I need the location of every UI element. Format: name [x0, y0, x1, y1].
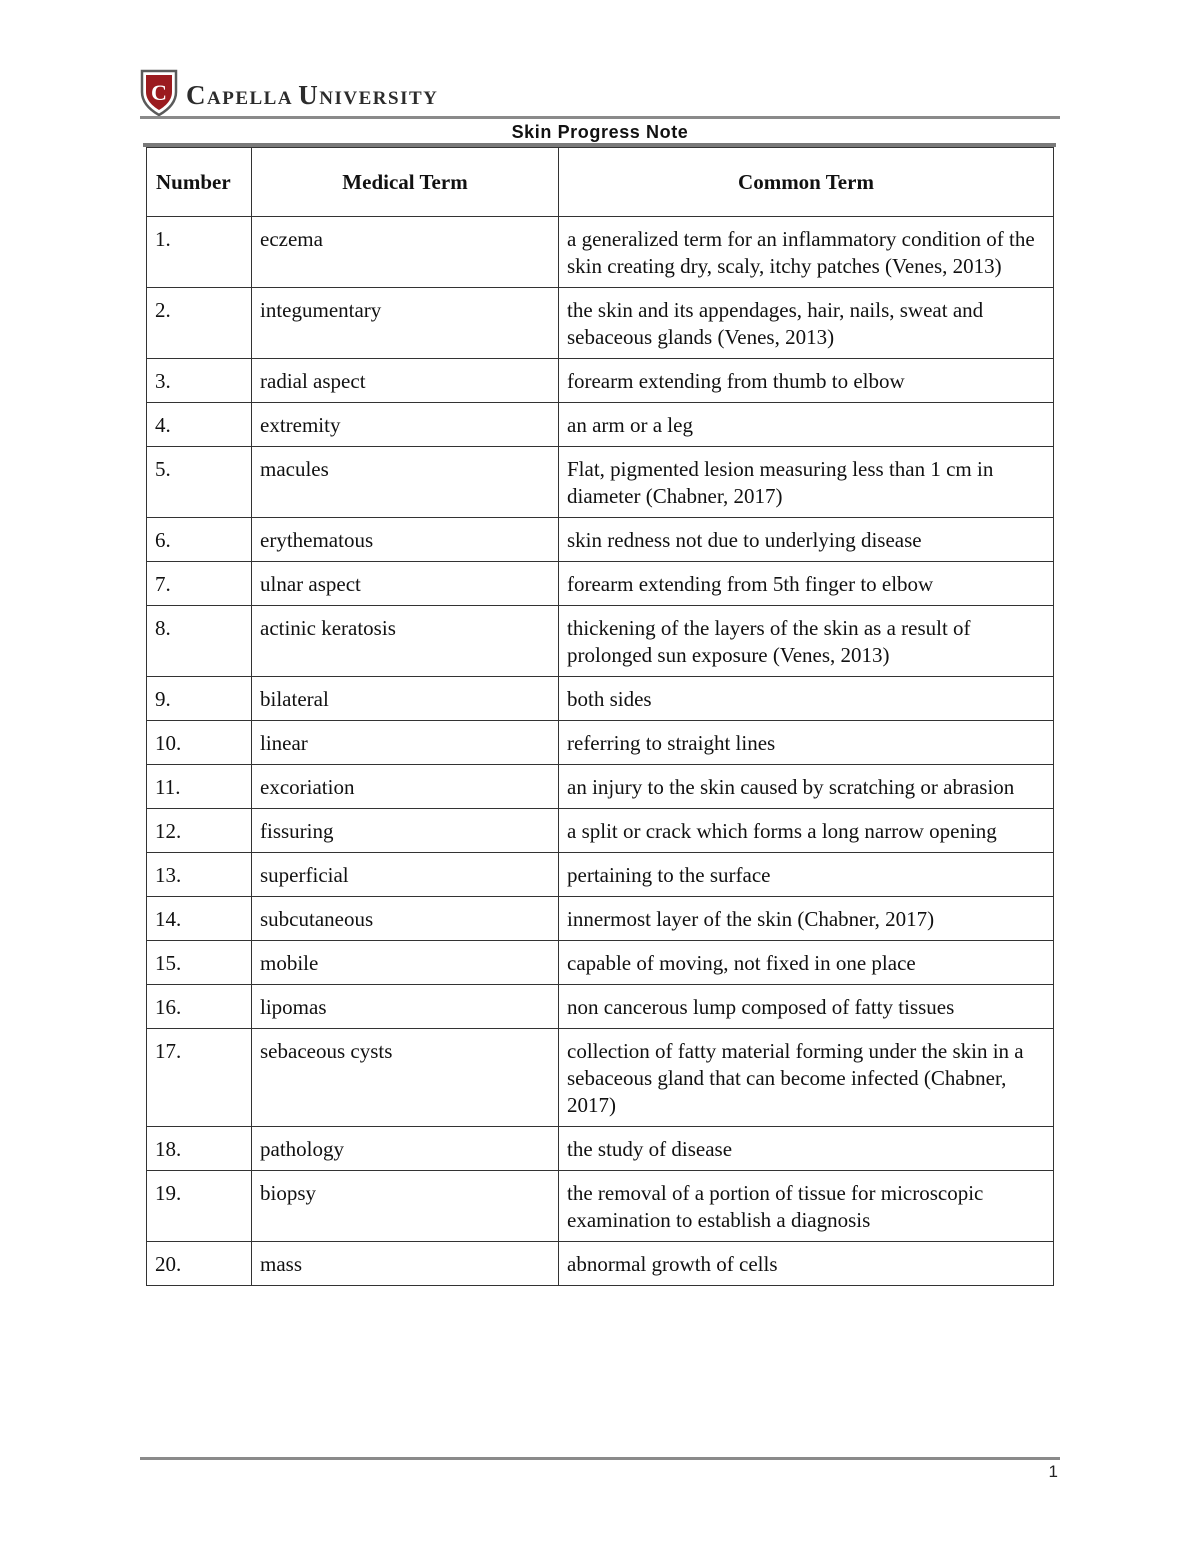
cell-medical-term: subcutaneous — [252, 897, 559, 941]
terms-table-wrapper — [143, 143, 1056, 1286]
cell-number: 15. — [147, 941, 252, 985]
cell-number: 14. — [147, 897, 252, 941]
footer-rule — [140, 1457, 1060, 1460]
cell-common-term: both sides — [559, 677, 1054, 721]
cell-number: 4. — [147, 403, 252, 447]
cell-common-term: a split or crack which forms a long narrow opening — [559, 809, 1054, 853]
table-row — [147, 853, 1054, 897]
cell-common-term: collection of fatty material forming under the skin in a sebaceous gland that can become infected (Chabner, 2017) — [559, 1029, 1054, 1127]
table-row — [147, 897, 1054, 941]
cell-common-term: forearm extending from 5th finger to elbow — [559, 562, 1054, 606]
cell-medical-term: biopsy — [252, 1171, 559, 1242]
cell-medical-term: actinic keratosis — [252, 606, 559, 677]
cell-number: 2. — [147, 288, 252, 359]
cell-number: 1. — [147, 217, 252, 288]
cell-number: 10. — [147, 721, 252, 765]
table-row — [147, 447, 1054, 518]
cell-number: 7. — [147, 562, 252, 606]
cell-common-term: the removal of a portion of tissue for microscopic examination to establish a diagnosis — [559, 1171, 1054, 1242]
cell-medical-term: mass — [252, 1242, 559, 1286]
cell-number: 18. — [147, 1127, 252, 1171]
cell-medical-term: ulnar aspect — [252, 562, 559, 606]
cell-number: 6. — [147, 518, 252, 562]
table-row — [147, 1029, 1054, 1127]
cell-medical-term: fissuring — [252, 809, 559, 853]
cell-number: 19. — [147, 1171, 252, 1242]
cell-number: 3. — [147, 359, 252, 403]
cell-common-term: the skin and its appendages, hair, nails, sweat and sebaceous glands (Venes, 2013) — [559, 288, 1054, 359]
cell-common-term: innermost layer of the skin (Chabner, 2017) — [559, 897, 1054, 941]
brand-wordmark: CAPELLA UNIVERSITY — [186, 80, 439, 110]
table-row — [147, 985, 1054, 1029]
table-row — [147, 562, 1054, 606]
cell-number: 9. — [147, 677, 252, 721]
page-header — [140, 68, 1060, 118]
svg-text:C: C — [151, 80, 167, 105]
cell-number: 16. — [147, 985, 252, 1029]
cell-common-term: forearm extending from thumb to elbow — [559, 359, 1054, 403]
cell-common-term: skin redness not due to underlying disease — [559, 518, 1054, 562]
cell-common-term: thickening of the layers of the skin as a result of prolonged sun exposure (Venes, 2013) — [559, 606, 1054, 677]
page-title: Skin Progress Note — [511, 122, 689, 142]
table-header-row — [147, 148, 1054, 217]
terms-table — [146, 147, 1054, 1286]
cell-number: 5. — [147, 447, 252, 518]
cell-common-term: pertaining to the surface — [559, 853, 1054, 897]
column-header-number: Number — [147, 148, 252, 217]
cell-medical-term: erythematous — [252, 518, 559, 562]
cell-medical-term: eczema — [252, 217, 559, 288]
cell-medical-term: sebaceous cysts — [252, 1029, 559, 1127]
cell-medical-term: extremity — [252, 403, 559, 447]
cell-common-term: Flat, pigmented lesion measuring less than 1 cm in diameter (Chabner, 2017) — [559, 447, 1054, 518]
header-rule — [140, 116, 1060, 119]
cell-common-term: non cancerous lump composed of fatty tissues — [559, 985, 1054, 1029]
cell-medical-term: mobile — [252, 941, 559, 985]
column-header-common-term: Common Term — [559, 148, 1054, 217]
cell-medical-term: superficial — [252, 853, 559, 897]
cell-medical-term: macules — [252, 447, 559, 518]
table-row — [147, 403, 1054, 447]
table-row — [147, 288, 1054, 359]
cell-medical-term: integumentary — [252, 288, 559, 359]
cell-number: 8. — [147, 606, 252, 677]
cell-common-term: an injury to the skin caused by scratching or abrasion — [559, 765, 1054, 809]
table-row — [147, 721, 1054, 765]
table-row — [147, 606, 1054, 677]
capella-shield-logo — [140, 68, 178, 116]
table-row — [147, 677, 1054, 721]
page-number: 1 — [1048, 1462, 1058, 1481]
cell-medical-term: lipomas — [252, 985, 559, 1029]
column-header-medical-term: Medical Term — [252, 148, 559, 217]
table-row — [147, 1171, 1054, 1242]
cell-common-term: a generalized term for an inflammatory condition of the skin creating dry, scaly, itchy patches (Venes, 2013) — [559, 217, 1054, 288]
cell-number: 13. — [147, 853, 252, 897]
cell-number: 17. — [147, 1029, 252, 1127]
cell-medical-term: linear — [252, 721, 559, 765]
cell-number: 11. — [147, 765, 252, 809]
cell-common-term: abnormal growth of cells — [559, 1242, 1054, 1286]
table-row — [147, 809, 1054, 853]
table-row — [147, 518, 1054, 562]
table-row — [147, 217, 1054, 288]
cell-common-term: an arm or a leg — [559, 403, 1054, 447]
table-row — [147, 1127, 1054, 1171]
table-row — [147, 941, 1054, 985]
cell-medical-term: excoriation — [252, 765, 559, 809]
cell-medical-term: pathology — [252, 1127, 559, 1171]
cell-medical-term: bilateral — [252, 677, 559, 721]
cell-common-term: capable of moving, not fixed in one place — [559, 941, 1054, 985]
cell-medical-term: radial aspect — [252, 359, 559, 403]
cell-common-term: the study of disease — [559, 1127, 1054, 1171]
cell-number: 12. — [147, 809, 252, 853]
table-row — [147, 1242, 1054, 1286]
cell-number: 20. — [147, 1242, 252, 1286]
table-row — [147, 765, 1054, 809]
table-row — [147, 359, 1054, 403]
cell-common-term: referring to straight lines — [559, 721, 1054, 765]
